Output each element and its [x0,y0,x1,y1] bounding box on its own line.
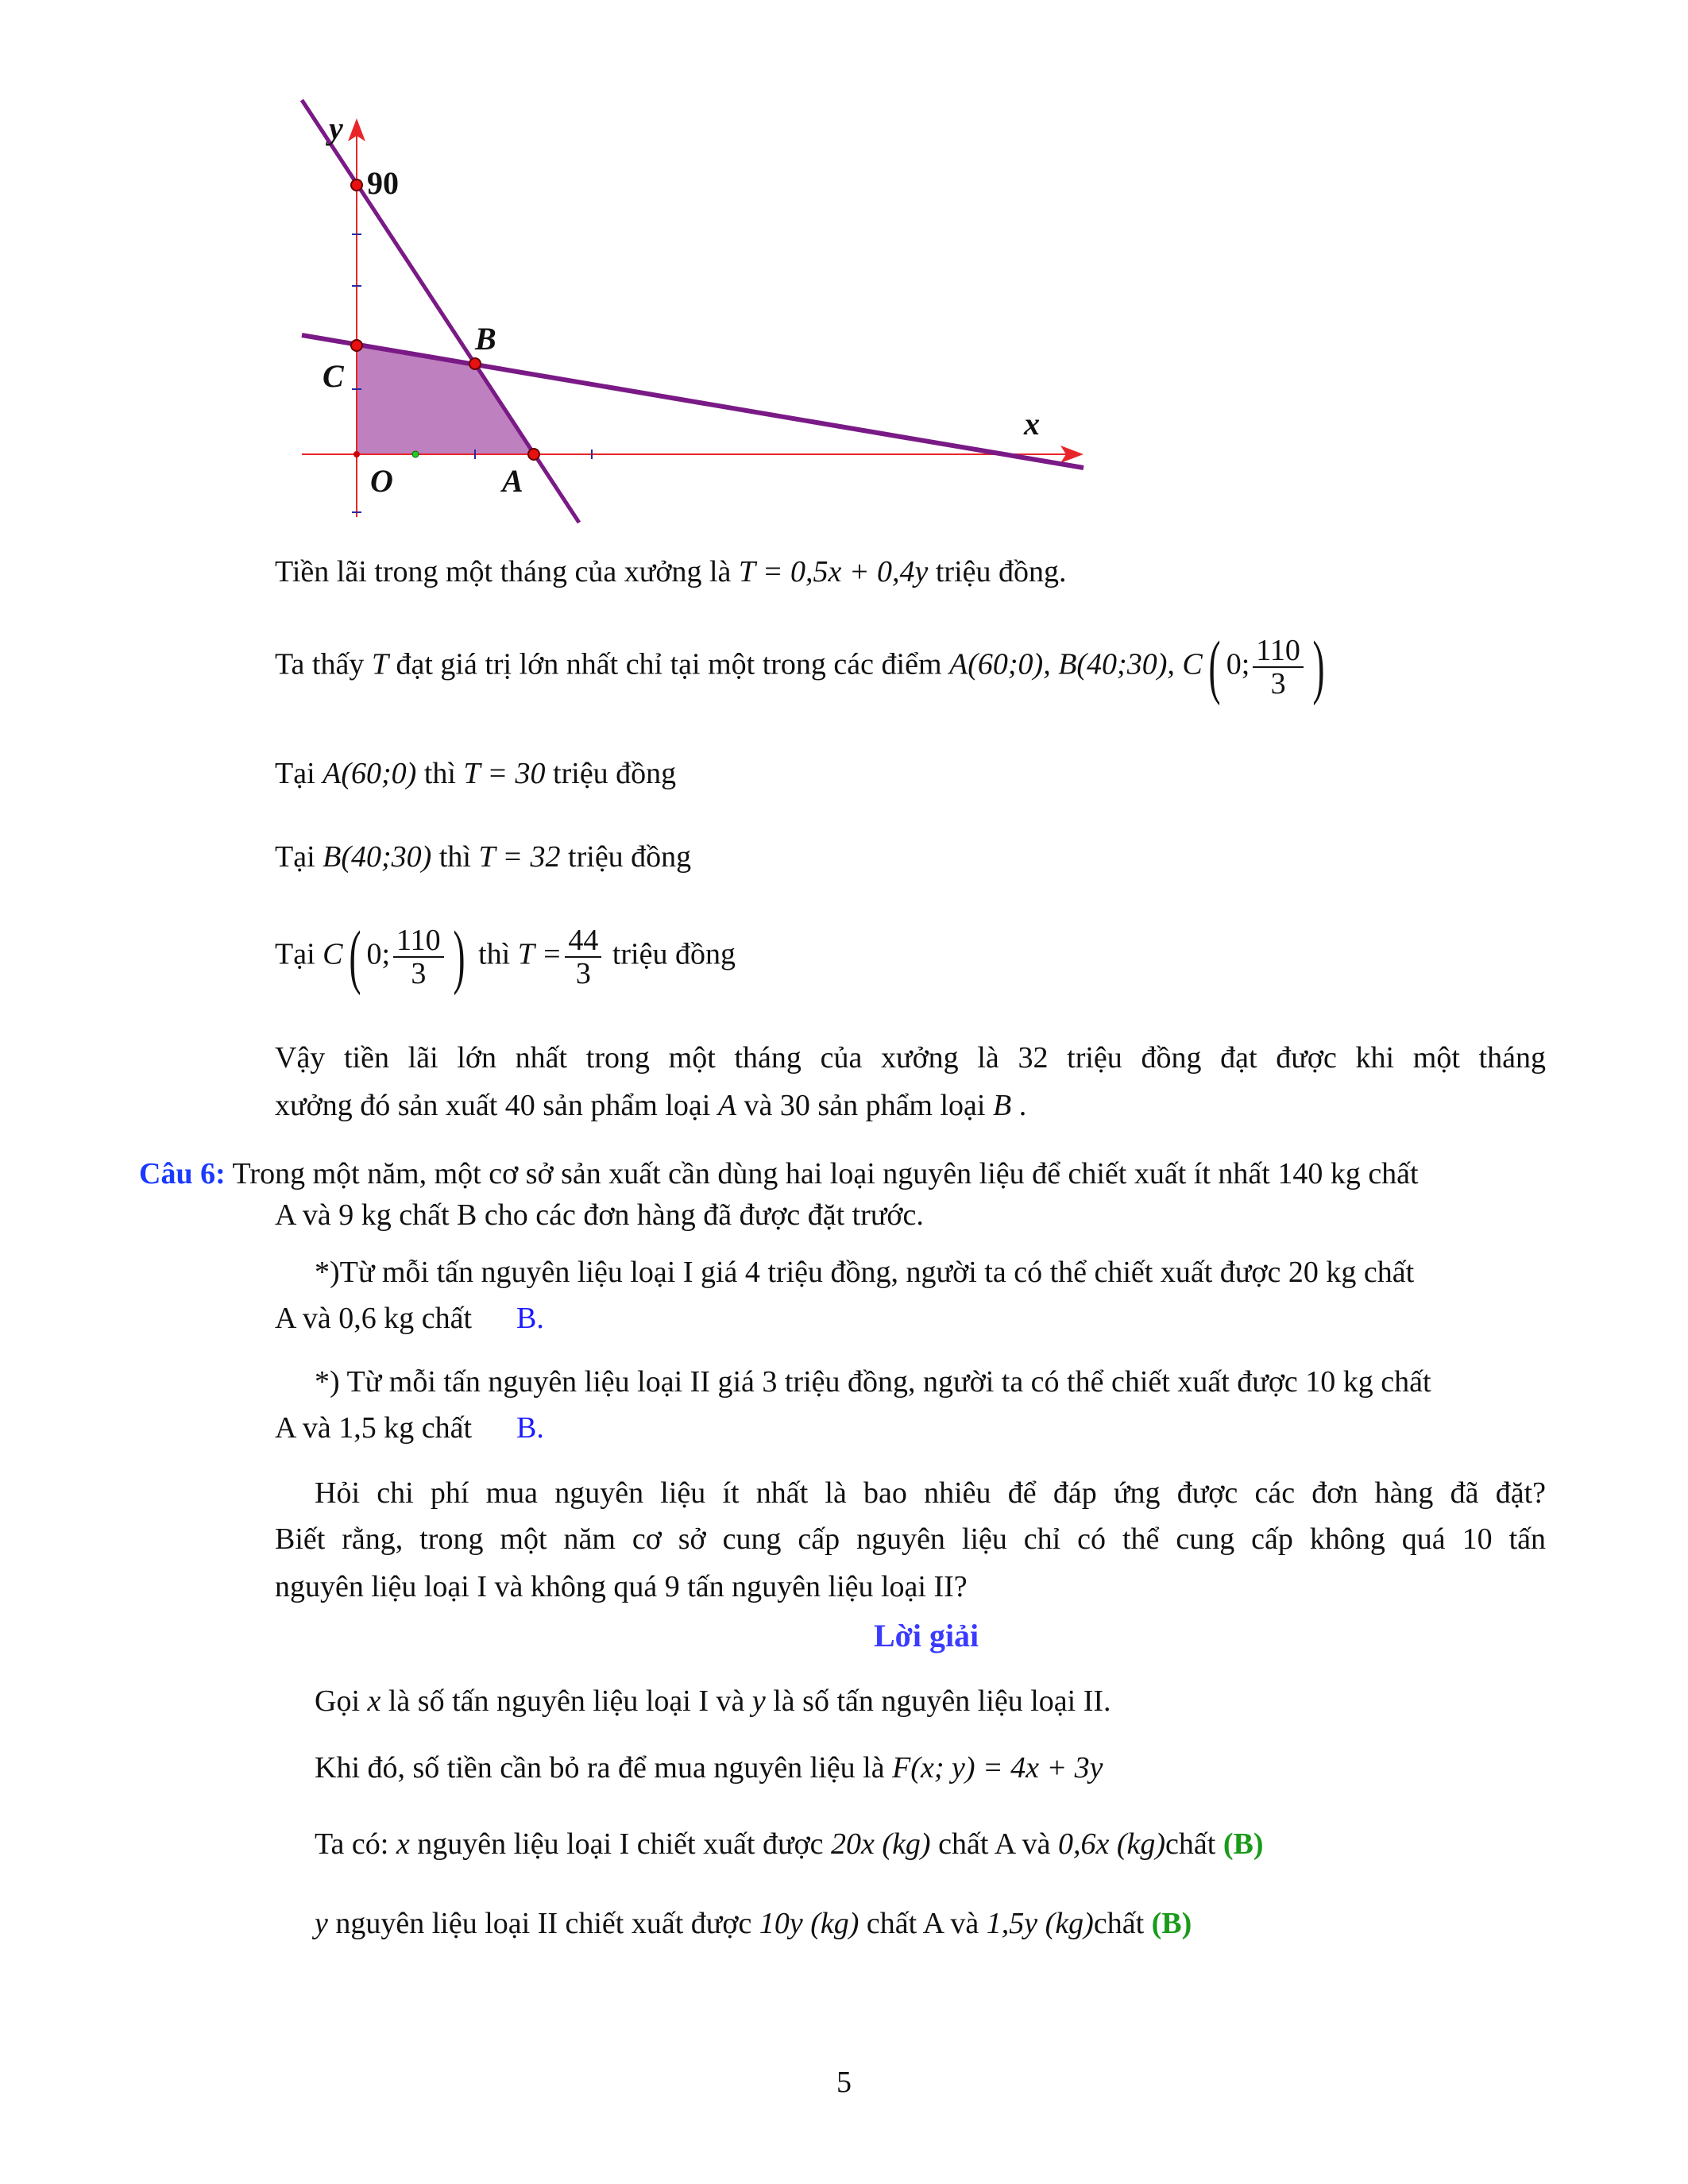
page-number: 5 [836,2066,852,2099]
substance-b: B. [516,1411,544,1445]
paren: ( [1208,627,1221,706]
paren: ( [348,917,361,996]
conclusion-line-1: Vậy tiền lãi lớn nhất trong một tháng của xưởng là 32 triệu đồng đạt được khi một tháng [275,1041,1546,1075]
text: xưởng đó sản xuất 40 sản phẩm loại [275,1089,718,1122]
formula: B [992,1089,1012,1122]
text: nguyên liệu loại II chiết xuất được [327,1907,759,1940]
text: Khi đó, số tiền cần bỏ ra để mua nguyên liệu là [315,1751,893,1785]
question-6-ask-1: Hỏi chi phí mua nguyên liệu ít nhất là bao nhiêu để đáp ứng được các đơn hàng đã đặt? [315,1476,1546,1510]
text: triệu đồng. [928,555,1067,588]
x-axis-label: x [1024,406,1040,442]
text: thì [416,757,464,790]
paren: ) [1312,627,1325,706]
point-c-label: C [323,358,344,394]
candidate-points-line [275,627,1331,706]
formula: A(60;0) [323,757,417,790]
text: Trong một năm, một cơ sở sản xuất cần dùng hai loại nguyên liệu để chiết xuất ít nhất 140 kg chất [225,1157,1419,1190]
text: A và 0,6 kg chất [275,1302,473,1335]
formula: A [717,1089,737,1122]
text: chất [1165,1827,1223,1861]
solution-line-4 [315,1906,1192,1941]
feasible-region-graph [0,0,1688,556]
conclusion-line-2 [275,1088,1026,1123]
point-a-label: A [502,463,523,499]
solution-line-3 [315,1827,1264,1862]
profit-formula-line [275,554,1067,589]
question-6-material-2-cont [275,1410,544,1445]
formula: A(60;0), B(40;30), C [949,647,1203,681]
text: Gọi [315,1684,368,1718]
substance-b: (B) [1151,1907,1192,1940]
y-intercept-label: 90 [367,165,399,201]
solution-line-1 [315,1684,1111,1719]
text: là số tấn nguyên liệu loại I và [380,1684,752,1718]
formula: y [315,1907,328,1940]
formula: 0,6x (kg) [1058,1827,1166,1861]
fraction: $\frac{110}{3}$ [393,924,444,990]
text: là số tấn nguyên liệu loại II. [765,1684,1111,1718]
formula: C [323,937,343,971]
text: thì [470,937,518,971]
point-B [469,358,481,369]
value-at-c [275,917,736,996]
question-6-ask-3: nguyên liệu loại I và không quá 9 tấn nguyên liệu loại II? [275,1570,968,1603]
formula: T = [517,937,562,971]
formula: x [367,1684,381,1718]
paren: ) [453,917,465,996]
text: thì [431,840,479,874]
point-O [353,451,360,457]
formula: B(40;30) [323,840,432,874]
text: Tại [275,937,323,971]
origin-label: O [370,463,393,499]
point-90 [351,179,362,191]
text: . [1011,1089,1027,1122]
solution-title: Lời giải [874,1618,979,1653]
text: 0; [366,937,391,971]
text: Ta thấy [275,647,372,681]
substance-b: B. [516,1302,544,1335]
text: và 30 sản phẩm loại [736,1089,993,1122]
formula: T = 0,5x + 0,4y [738,555,929,588]
text: 0; [1226,647,1250,681]
formula: T = 32 [478,840,561,874]
question-6-material-1-cont [275,1301,544,1336]
formula: 1,5y (kg) [986,1907,1094,1940]
point-C [351,340,362,351]
fraction: $\frac{44}{3}$ [565,924,601,990]
formula: T [371,647,388,681]
point-green [412,451,419,457]
point-b-label: B [475,321,496,357]
text: chất [1093,1907,1152,1940]
formula: x [396,1827,410,1861]
formula: 20x (kg) [831,1827,931,1861]
formula: F(x; y) = 4x + 3y [892,1751,1103,1785]
text: Ta có: [315,1827,396,1861]
solution-line-2 [315,1750,1103,1785]
question-6-material-2: *) Từ mỗi tấn nguyên liệu loại II giá 3 triệu đồng, người ta có thể chiết xuất được 10 kg chất [315,1365,1431,1399]
formula: T = 30 [463,757,546,790]
question-6-line-1 [139,1156,1419,1191]
point-A [528,449,539,460]
fraction: $\frac{110}{3}$ [1253,635,1304,700]
text: triệu đồng [605,937,736,971]
y-axis-label: y [329,110,343,146]
text: Tại [275,840,323,874]
text: chất A và [930,1827,1058,1861]
question-6-ask-2: Biết rằng, trong một năm cơ sở cung cấp nguyên liệu chỉ có thể cung cấp không quá 10 tấn [275,1522,1546,1556]
text: A và 1,5 kg chất [275,1411,473,1445]
question-label: Câu 6: [139,1157,226,1190]
text: Tiền lãi trong một tháng của xưởng là [275,555,739,588]
value-at-a [275,756,676,791]
text: triệu đồng [545,757,677,790]
question-6-material-1: *)Từ mỗi tấn nguyên liệu loại I giá 4 triệu đồng, người ta có thể chiết xuất được 20 kg chất [315,1256,1415,1289]
formula: 10y (kg) [759,1907,859,1940]
text: chất A và [859,1907,987,1940]
formula: y [751,1684,766,1718]
value-at-b [275,839,691,874]
text: đạt giá trị lớn nhất chỉ tại một trong các điểm [388,647,950,681]
substance-b: (B) [1223,1827,1264,1861]
question-6-line-2: A và 9 kg chất B cho các đơn hàng đã được đặt trước. [275,1198,924,1232]
text: nguyên liệu loại I chiết xuất được [409,1827,832,1861]
text: Tại [275,757,323,790]
text: triệu đồng [560,840,692,874]
